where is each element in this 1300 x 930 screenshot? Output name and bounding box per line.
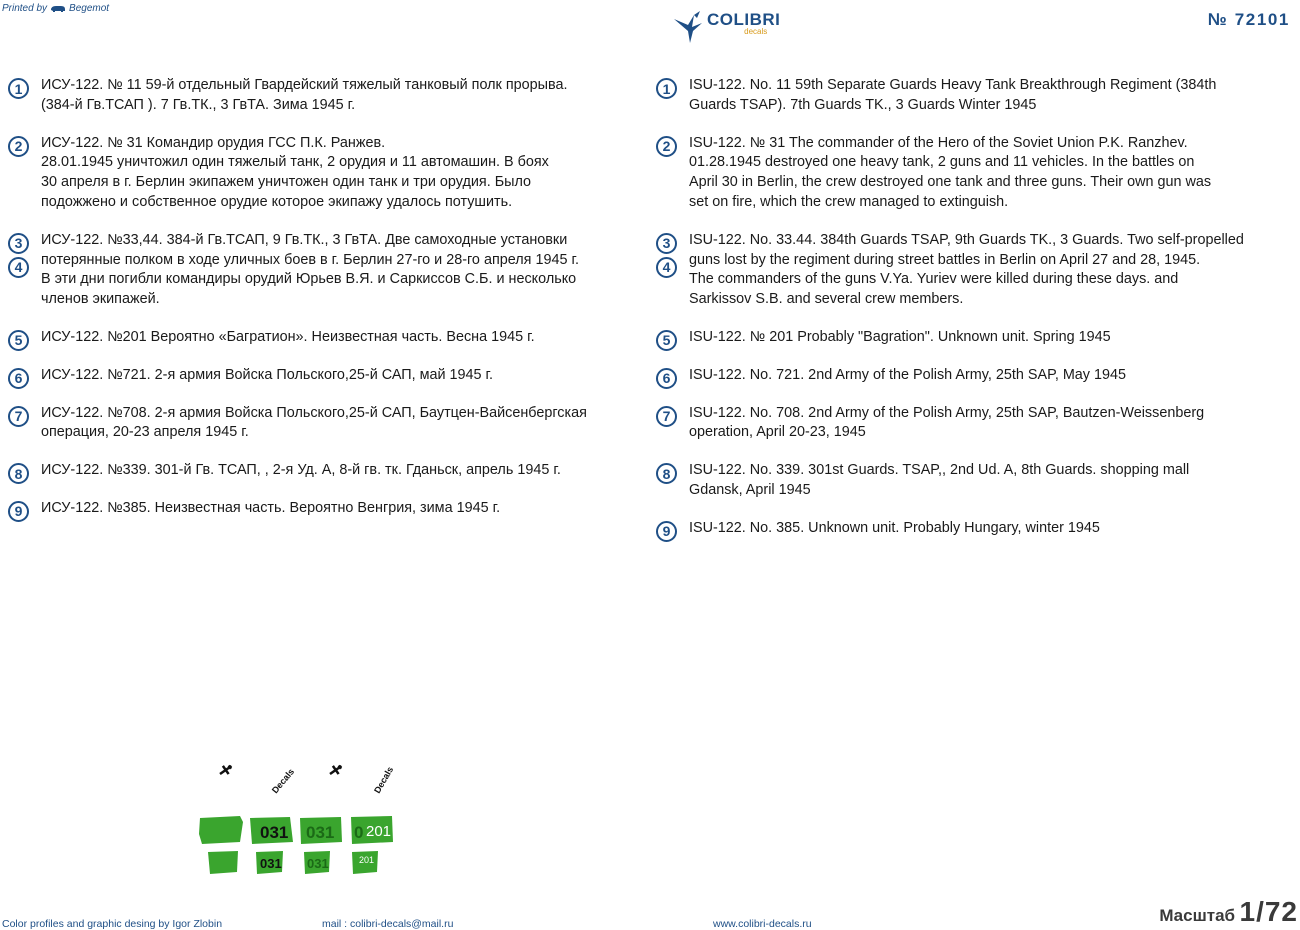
profile-description: ИСУ-122. №385. Неизвестная часть. Вероятно Венгрия, зима 1945 г. <box>41 499 501 516</box>
profile-description: ISU-122. No. 339. 301st Guards. TSAP,, 2nd Ud. A, 8th Guards. shopping mall Gdansk, April 1945 <box>689 462 1190 498</box>
profile-item <box>656 231 1286 310</box>
scale-label <box>1159 896 1298 928</box>
profile-item <box>656 134 1286 213</box>
profile-number-badge: 5 <box>656 330 677 351</box>
profile-numbers <box>656 406 677 429</box>
colibri-logo <box>672 9 780 45</box>
website-link[interactable]: www.colibri-decals.ru <box>713 918 812 930</box>
scale-value: 1/72 <box>1239 896 1298 927</box>
decal-number: 201 <box>366 823 392 840</box>
profile-description: ИСУ-122. №201 Вероятно «Багратион». Неизвестная часть. Весна 1945 г. <box>41 328 535 345</box>
profile-numbers <box>8 233 29 280</box>
profile-number-badge: 9 <box>8 501 29 522</box>
profile-item <box>8 328 618 348</box>
profile-numbers <box>8 463 29 486</box>
profile-number-badge: 2 <box>8 136 29 157</box>
profile-number-badge: 3 <box>8 233 29 254</box>
plane-icon <box>217 762 234 778</box>
profile-description: ISU-122. No. 708. 2nd Army of the Polish Army, 25th SAP, Bautzen-Weissenberg operation, April 20-23, 1945 <box>689 404 1205 441</box>
english-descriptions <box>656 76 1286 557</box>
profile-description: ИСУ-122. №708. 2-я армия Войска Польского,25-й САП, Баутцен-Вайсенбергская операция, 20-23 апреля 1945 г. <box>41 404 587 441</box>
profile-number-badge: 7 <box>656 406 677 427</box>
brand-sub: decals <box>744 27 768 36</box>
profile-item <box>656 404 1286 444</box>
profile-item <box>656 519 1286 539</box>
profile-numbers <box>656 368 677 391</box>
printed-by <box>2 3 109 14</box>
profile-item <box>8 134 618 213</box>
profile-item <box>656 76 1286 116</box>
profile-description: ISU-122. No. 721. 2nd Army of the Polish Army, 25th SAP, May 1945 <box>689 366 1127 383</box>
profile-item <box>656 461 1286 501</box>
profile-numbers <box>8 330 29 353</box>
profile-number-badge: 1 <box>656 78 677 99</box>
profile-number-badge: 4 <box>8 257 29 278</box>
profile-number-badge: 7 <box>8 406 29 427</box>
profile-description: ИСУ-122. № 31 Командир орудия ГСС П.К. Ранжев. 28.01.1945 уничтожил один тяжелый танк, 2 орудия и 11 автомашин. В боях 30 апреля в г. Берлин экипажем уничтожен один танк и три орудия. Было подожжено и собственное орудие которое экипажу удалось потушить. <box>41 134 549 210</box>
profile-number-badge: 8 <box>656 463 677 484</box>
scale-word: Масштаб <box>1159 906 1236 925</box>
profile-item <box>8 404 618 444</box>
decals-word: Decals <box>372 764 396 795</box>
profile-item <box>8 76 618 116</box>
profile-numbers <box>656 463 677 486</box>
profile-description: ISU-122. No. 385. Unknown unit. Probably Hungary, winter 1945 <box>689 519 1100 536</box>
profile-numbers <box>656 136 677 159</box>
profile-numbers <box>8 501 29 524</box>
hippo-logo-icon <box>50 4 66 13</box>
decal-number: 031 <box>307 856 329 871</box>
profile-number-badge: 3 <box>656 233 677 254</box>
profile-description: ISU-122. No. 33.44. 384th Guards TSAP, 9th Guards TK., 3 Guards. Two self-propelled guns lost by the regiment during street battles in Berlin on April 27 and 28, 1945. The commanders of the guns V.Ya. Yuriev were killed during these days. and Sarkissov S.B. and several crew members. <box>689 231 1244 308</box>
contact-mail[interactable]: mail : colibri-decals@mail.ru <box>322 918 454 930</box>
decal-number: 031 <box>260 823 289 842</box>
profile-item <box>8 366 618 386</box>
plane-icon <box>327 762 344 778</box>
profile-description: ISU-122. № 31 The commander of the Hero of the Soviet Union P.K. Ranzhev. 01.28.1945 destroyed one heavy tank, 2 guns and 11 vehicles. In the battles on April 30 in Berlin, the crew destroyed one tank and three guns. Their own gun was set on fire, which the crew managed to extinguish. <box>689 134 1212 210</box>
profile-numbers <box>8 136 29 159</box>
profile-item <box>8 499 618 519</box>
profile-description: ИСУ-122. № 11 59-й отдельный Гвардейский тяжелый танковый полк прорыва. (384-й Гв.ТСАП ). 7 Гв.ТК., 3 ГвТА. Зима 1945 г. <box>41 77 568 113</box>
printer-name: Begemot <box>69 3 110 14</box>
profile-numbers <box>656 233 677 280</box>
decal-patch <box>199 816 243 844</box>
decal-number: 201 <box>359 855 375 865</box>
profile-numbers <box>8 406 29 429</box>
decals-word: Decals <box>269 766 297 796</box>
profile-numbers <box>8 78 29 101</box>
profile-number-badge: 5 <box>8 330 29 351</box>
profile-numbers <box>656 521 677 544</box>
profile-item <box>656 328 1286 348</box>
profile-number-badge: 6 <box>8 368 29 389</box>
profile-numbers <box>656 330 677 353</box>
printed-by-label: Printed by <box>2 3 48 14</box>
profile-description: ИСУ-122. №339. 301-й Гв. ТСАП, , 2-я Уд. А, 8-й гв. тк. Гданьск, апрель 1945 г. <box>41 462 561 479</box>
profile-item <box>8 461 618 481</box>
profile-description: ИСУ-122. №721. 2-я армия Войска Польского,25-й САП, май 1945 г. <box>41 366 494 383</box>
profile-numbers <box>8 368 29 391</box>
hummingbird-logo-icon <box>672 9 710 45</box>
profile-description: ISU-122. No. 11 59th Separate Guards Heavy Tank Breakthrough Regiment (384th Guards TSAP). 7th Guards TK., 3 Guards Winter 1945 <box>689 77 1217 113</box>
profile-numbers <box>656 78 677 101</box>
profile-item <box>8 231 618 310</box>
decal-number: 031 <box>306 823 335 842</box>
brand-name: COLIBRI <box>707 10 781 29</box>
decal-number: 031 <box>260 856 282 871</box>
profile-description: ИСУ-122. №33,44. 384-й Гв.ТСАП, 9 Гв.ТК., 3 ГвТА. Две самоходные установки потерянные полком в ходе уличных боев в г. Берлин 27-го и 28-го апреля 1945 г. В эти дни погибли командиры орудий Юрьев В.Я. и Саркиссов С.Б. и несколько членов экипажей. <box>41 231 579 308</box>
profile-number-badge: 6 <box>656 368 677 389</box>
profile-number-badge: 8 <box>8 463 29 484</box>
profile-number-badge: 2 <box>656 136 677 157</box>
profile-number-badge: 4 <box>656 257 677 278</box>
profile-description: ISU-122. № 201 Probably "Bagration". Unknown unit. Spring 1945 <box>689 328 1111 345</box>
decal-sheet-preview <box>196 760 416 880</box>
profile-number-badge: 9 <box>656 521 677 542</box>
credits: Color profiles and graphic desing by Igor Zlobin <box>2 918 223 930</box>
decal-patch <box>208 851 238 874</box>
russian-descriptions <box>8 76 618 537</box>
profile-number-badge: 1 <box>8 78 29 99</box>
catalog-number: № 72101 <box>1207 10 1290 29</box>
profile-item <box>656 366 1286 386</box>
decal-number: 0 <box>354 823 364 842</box>
